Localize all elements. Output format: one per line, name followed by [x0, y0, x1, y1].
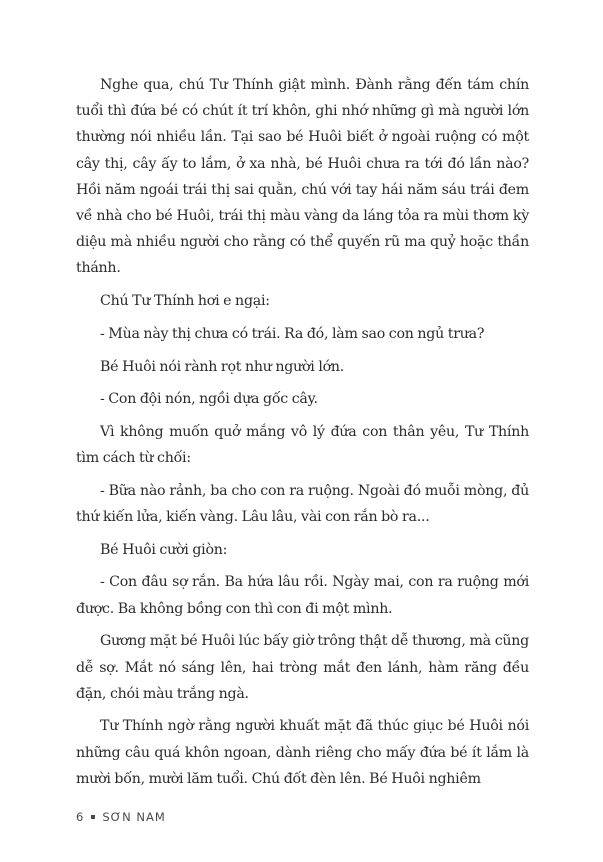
dialogue-line: - Con đội nón, ngồi dựa gốc cây. [100, 391, 318, 408]
page-footer [76, 810, 166, 824]
paragraph: Tư Thính ngờ rằng người khuất mặt đã thúc giục bé Huôi nói những câu quá khôn ngoan, dành riêng cho mấy đứa bé ít lắm là mười bốn, mười lăm tuổi. Chú đốt đèn lên. Bé Huôi nghiêm [76, 718, 529, 787]
book-page-body [76, 72, 529, 799]
paragraph: Chú Tư Thính hơi e ngại: [100, 293, 270, 310]
paragraph: Bé Huôi nói rành rọt như người lớn. [100, 358, 345, 375]
dialogue-line: - Con đâu sợ rắn. Ba hứa lâu rồi. Ngày mai, con ra ruộng mới được. Ba không bồng con thì con đi một mình. [76, 574, 529, 617]
bullet-separator-icon [91, 815, 95, 819]
paragraph: Vì không muốn quở mắng vô lý đứa con thân yêu, Tư Thính tìm cách từ chối: [76, 423, 529, 467]
page-number: 6 [76, 810, 85, 824]
paragraph: Gương mặt bé Huôi lúc bấy giờ trông thật dễ thương, mà cũng dễ sợ. Mắt nó sáng lên, hai tròng mắt đen lánh, hàm răng đều đặn, chói màu trắng ngà. [76, 633, 529, 702]
author-name: SƠN NAM [102, 810, 166, 824]
dialogue-line: - Bữa nào rảnh, ba cho con ra ruộng. Ngoài đó muỗi mòng, đủ thứ kiến lửa, kiến vàng. Lâu lâu, vài con rắn bò ra... [76, 482, 529, 526]
paragraph: Bé Huôi cười giòn: [100, 541, 228, 558]
paragraph: Nghe qua, chú Tư Thính giật mình. Đành rằng đến tám chín tuổi thì đứa bé có chút ít trí khôn, ghi nhớ những gì mà người lớn thường nói nhiều lần. Tại sao bé Huôi biết ở ngoài ruộng có một cây thị, cây ấy to lắm, ở xa nhà, bé Huôi chưa ra tới đó lần nào? Hồi năm ngoái trái thị sai quằn, chú với tay hái năm sáu trái đem về nhà cho bé Huôi, trái thị màu vàng da láng tỏa ra mùi thơm kỳ diệu mà nhiều người cho rằng có thể quyến rũ ma quỷ hoặc thần thánh. [76, 77, 529, 277]
dialogue-line: - Mùa này thị chưa có trái. Ra đó, làm sao con ngủ trưa? [100, 325, 485, 342]
